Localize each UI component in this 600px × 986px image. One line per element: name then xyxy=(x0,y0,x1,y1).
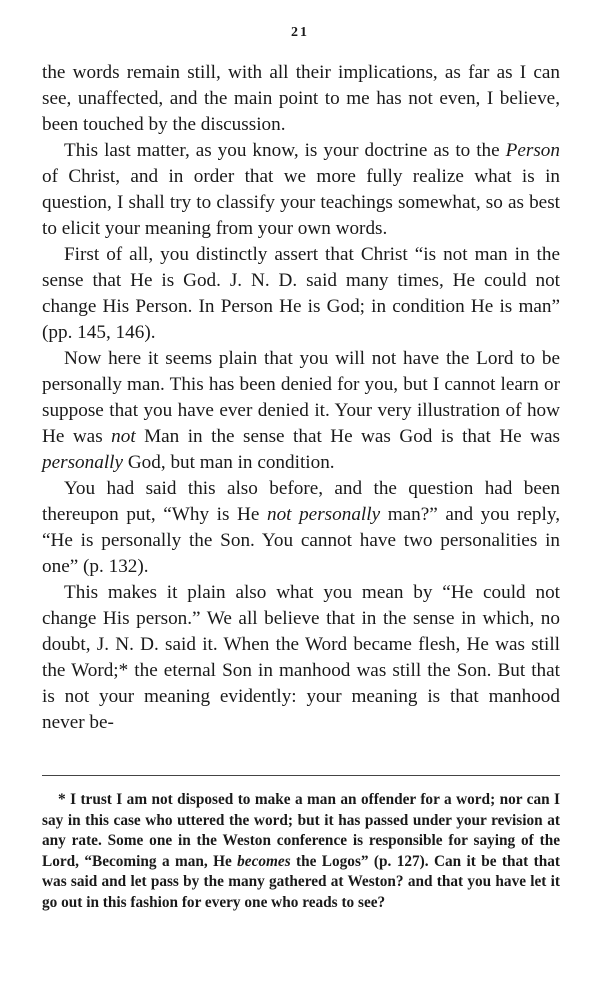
text-run: This makes it plain also what you mean by “He could not change His person.” We all believe that in the sense in which, no doubt, J. N. D. said it. When the Word became flesh, He was still the Word;* the eternal Son in manhood was still the Son. But that is not your meaning evidently: your meaning is that manhood never be- xyxy=(42,582,560,733)
text-run: First of all, you distinctly assert that Christ “is not man in the sense that He is God. J. N. D. said many times, He could not change His Person. In Person He is God; in condition He is man” (pp. 145, 146). xyxy=(42,244,560,343)
text-run: the words remain still, with all their implications, as far as I can see, unaffected, and the main point to me has not even, I believe, been touched by the discussion. xyxy=(42,62,560,135)
page-number: 21 xyxy=(291,25,309,40)
paragraph xyxy=(42,346,560,476)
footnote-divider xyxy=(42,775,560,776)
italic-text-run: Person xyxy=(505,140,560,161)
paragraph xyxy=(42,476,560,580)
italic-text-run: personally xyxy=(42,452,124,473)
paragraph xyxy=(42,138,560,242)
paragraph xyxy=(42,580,560,736)
paragraph xyxy=(42,60,560,138)
paragraph xyxy=(42,242,560,346)
italic-text-run: not personally xyxy=(266,504,381,525)
text-run: Man in the sense that He was God is that He was xyxy=(135,426,560,447)
text-run: God, but man in condition. xyxy=(123,452,335,473)
footnote xyxy=(42,790,560,913)
text-run: Now here it seems plain that you will not have the Lord to be personally man. This has been denied for you, but I cannot learn or suppose that you have ever denied it. Your very illustration of how He was xyxy=(42,348,560,447)
text-run: You had said this also before, and the question had been thereupon put, “Why is He xyxy=(42,478,560,525)
text-run: of Christ, and in order that we more fully realize what is in question, I shall try to classify your teachings somewhat, so as best to elicit your meaning from your own words. xyxy=(42,166,560,239)
text-run: man?” and you reply, “He is personally the Son. You cannot have two personalities in one” (p. 132). xyxy=(42,504,560,577)
body-text xyxy=(42,60,560,736)
text-run: This last matter, as you know, is your doctrine as to the xyxy=(64,140,506,161)
italic-text-run: not xyxy=(111,426,136,447)
text-run: * I trust I am not disposed to make a man an offender for a word; nor can I say in this case who uttered the word; but it has passed under your revision at any rate. Some one in the Weston conference is responsible for saying of the Lord, “Becoming a man, He xyxy=(42,791,560,870)
italic-text-run: becomes xyxy=(237,852,291,870)
text-run: the Logos” (p. 127). Can it be that that was said and let pass by the many gathered at Weston? and that you have let it go out in this fashion for every one who reads to see? xyxy=(42,852,560,911)
